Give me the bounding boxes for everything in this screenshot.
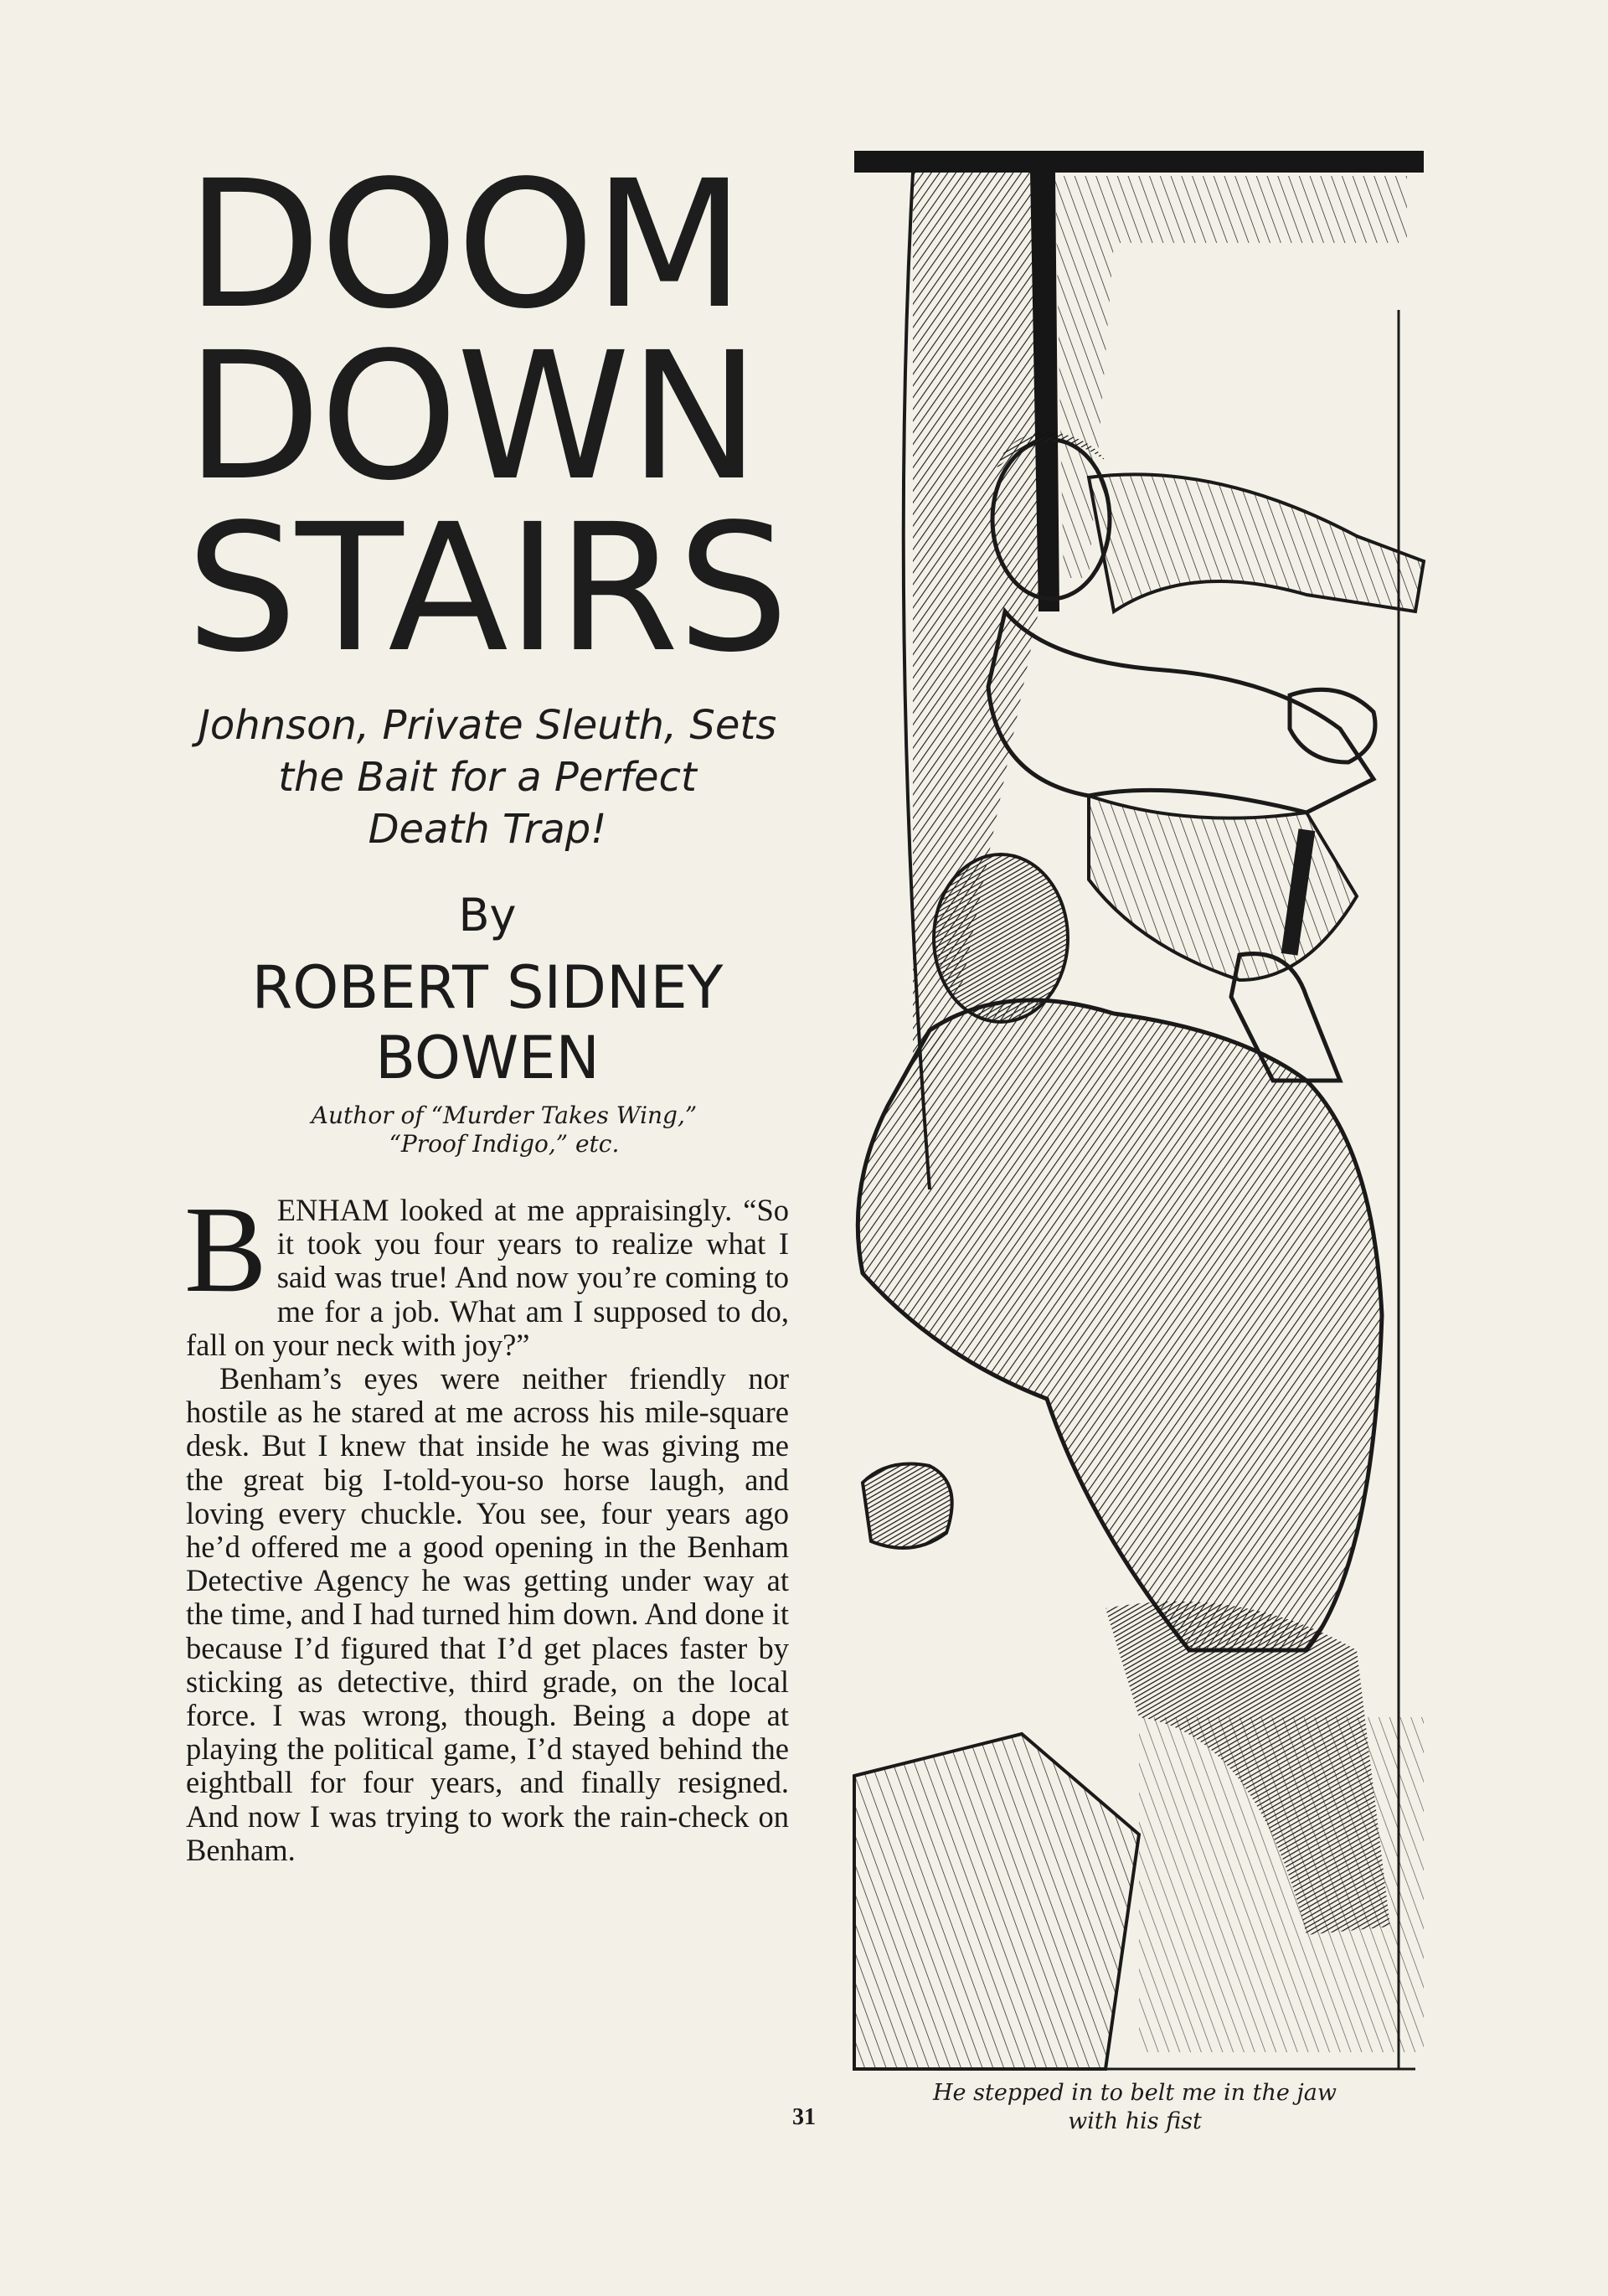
paragraph-2: Benham’s eyes were neither friendly nor hostile as he stared at me across his mile-square desk. But I knew that inside he was giving me the great big I-told-you-so horse laugh, and loving every chuckle. You see, four years ago he’d offered me a good opening in the Benham Detective Agency he was getting under way at the time, and I had turned him down. And done it because I’d figured that I’d get places faster by sticking as detective, third grade, on the local force. I was wrong, though. Being a dope at playing the political game, I’d stayed behind the eightball for four years, and finally resigned. And now I was trying to work the rain-check on Benham. bbox=[186, 1361, 789, 1867]
title-line-2: DOWN bbox=[186, 314, 759, 519]
author-line-1: ROBERT SIDNEY bbox=[251, 953, 724, 1022]
story-body bbox=[184, 1181, 789, 1867]
story-subtitle bbox=[186, 699, 789, 855]
story-title bbox=[186, 142, 789, 691]
story-illustration bbox=[838, 142, 1432, 2094]
left-column bbox=[184, 142, 789, 1867]
author-name bbox=[186, 952, 789, 1093]
title-line-1: DOOM bbox=[186, 142, 744, 348]
paragraph-1-text: ENHAM looked at me appraisingly. “So it took you four years to realize what I said was true! And now you’re coming to me for a job. What am I supposed to do, fall on your neck with joy?” bbox=[186, 1193, 789, 1362]
subtitle-line-1: Johnson, Private Sleuth, Sets bbox=[198, 702, 777, 749]
page-number: 31 bbox=[792, 2104, 816, 2130]
caption-line-2: with his fist bbox=[1068, 2108, 1202, 2134]
subtitle-line-3: Death Trap! bbox=[368, 806, 607, 853]
author-credits bbox=[219, 1102, 789, 1158]
credits-line-2: “Proof Indigo,” etc. bbox=[389, 1130, 620, 1158]
credits-line-1: Author of “Murder Takes Wing,” bbox=[311, 1102, 698, 1129]
drop-cap: B bbox=[184, 1181, 267, 1318]
paragraph-1 bbox=[184, 1181, 789, 1362]
title-line-3: STAIRS bbox=[186, 486, 788, 691]
caption-line-1: He stepped in to belt me in the jaw bbox=[933, 2080, 1337, 2106]
subtitle-line-2: the Bait for a Perfect bbox=[278, 754, 697, 801]
by-label: By bbox=[458, 889, 517, 942]
author-line-2: BOWEN bbox=[375, 1024, 600, 1092]
